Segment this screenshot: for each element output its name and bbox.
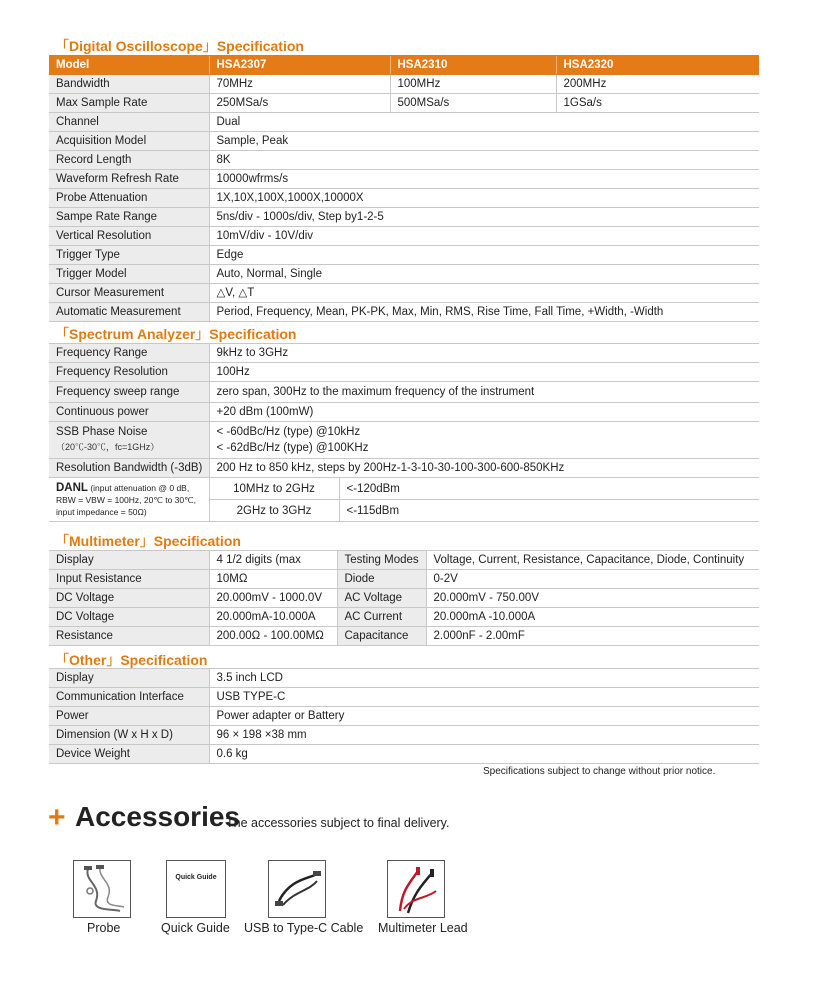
multimeter-section-title: 「Multimeter」Specification xyxy=(55,533,241,549)
row-value: 100Hz xyxy=(209,363,759,382)
ssb-label-cell xyxy=(49,422,209,459)
row-label: Power xyxy=(49,707,209,726)
row-value: 1X,10X,100X,1000X,10000X xyxy=(209,189,759,208)
danl-condition: (input attenuation @ 0 dB, RBW = VBW = 100Hz, 20℃ to 30℃, input impedance = 50Ω) xyxy=(56,482,197,517)
row-value: 20.000mA-10.000A xyxy=(209,608,337,627)
row-value: 10mV/div - 10V/div xyxy=(209,227,759,246)
table-row xyxy=(49,627,759,646)
row-value: Power adapter or Battery xyxy=(209,707,759,726)
row-value: 500MSa/s xyxy=(390,94,556,113)
table-row xyxy=(49,382,759,403)
row-label: Dimension (W x H x D) xyxy=(49,726,209,745)
accessories-title: Accessories xyxy=(75,801,241,832)
row-label: Cursor Measurement xyxy=(49,284,209,303)
probe-image xyxy=(73,860,131,918)
row-label: Probe Attenuation xyxy=(49,189,209,208)
row-value: 0.6 kg xyxy=(209,745,759,764)
other-spec-table xyxy=(49,668,759,764)
table-row xyxy=(49,707,759,726)
row-value: Period, Frequency, Mean, PK-PK, Max, Min, RMS, Rise Time, Fall Time, +Width, -Width xyxy=(209,303,759,322)
row-label: Communication Interface xyxy=(49,688,209,707)
table-row xyxy=(49,608,759,627)
row-label: Diode xyxy=(337,570,426,589)
row-label: Display xyxy=(49,551,209,570)
row-value: Edge xyxy=(209,246,759,265)
cable-icon xyxy=(269,861,325,917)
table-row xyxy=(49,303,759,322)
table-row xyxy=(49,726,759,745)
osc-header-row xyxy=(49,56,759,75)
row-label: AC Current xyxy=(337,608,426,627)
table-row xyxy=(49,422,759,459)
table-row xyxy=(49,478,759,500)
multimeter-lead-image xyxy=(387,860,445,918)
test-lead-icon xyxy=(388,861,444,917)
row-value: 10MΩ xyxy=(209,570,337,589)
row-label: Frequency Resolution xyxy=(49,363,209,382)
row-value: 20.000mV - 1000.0V xyxy=(209,589,337,608)
table-row xyxy=(49,459,759,478)
row-label: Bandwidth xyxy=(49,75,209,94)
row-value: 250MSa/s xyxy=(209,94,390,113)
row-value: 100MHz xyxy=(390,75,556,94)
row-value: 0-2V xyxy=(426,570,759,589)
row-value: +20 dBm (100mW) xyxy=(209,403,759,422)
row-label: Continuous power xyxy=(49,403,209,422)
row-value: 70MHz xyxy=(209,75,390,94)
table-row xyxy=(49,113,759,132)
header-cell: HSA2310 xyxy=(390,56,556,75)
table-row xyxy=(49,246,759,265)
row-value: 200.00Ω - 100.00MΩ xyxy=(209,627,337,646)
row-value: 8K xyxy=(209,151,759,170)
osc-section-title: 「Digital Oscilloscope」Specification xyxy=(55,38,304,54)
danl-label-cell xyxy=(49,478,209,522)
row-value: 1GSa/s xyxy=(556,94,759,113)
row-value: 2.000nF - 2.00mF xyxy=(426,627,759,646)
row-label: Testing Modes xyxy=(337,551,426,570)
row-label: Acquisition Model xyxy=(49,132,209,151)
row-value: 96 × 198 ×38 mm xyxy=(209,726,759,745)
row-value: Dual xyxy=(209,113,759,132)
table-row xyxy=(49,363,759,382)
table-row xyxy=(49,227,759,246)
table-row xyxy=(49,403,759,422)
danl-value-2: <-115dBm xyxy=(339,500,759,522)
spectrum-spec-table xyxy=(49,343,759,522)
row-label: AC Voltage xyxy=(337,589,426,608)
table-row xyxy=(49,745,759,764)
danl-range-1: 10MHz to 2GHz xyxy=(209,478,339,500)
row-value: 10000wfrms/s xyxy=(209,170,759,189)
other-section-title: 「Other」Specification xyxy=(55,652,208,668)
row-label: Frequency Range xyxy=(49,344,209,363)
ssb-label: SSB Phase Noise xyxy=(56,426,148,438)
table-row xyxy=(49,570,759,589)
table-row xyxy=(49,669,759,688)
row-label: Trigger Model xyxy=(49,265,209,284)
table-row xyxy=(49,551,759,570)
row-label: Resistance xyxy=(49,627,209,646)
row-value: Sample, Peak xyxy=(209,132,759,151)
row-value: 9kHz to 3GHz xyxy=(209,344,759,363)
row-value: Voltage, Current, Resistance, Capacitance, Diode, Continuity xyxy=(426,551,759,570)
header-cell: HSA2307 xyxy=(209,56,390,75)
row-label: DC Voltage xyxy=(49,608,209,627)
row-value: 5ns/div - 1000s/div, Step by1-2-5 xyxy=(209,208,759,227)
row-value: zero span, 300Hz to the maximum frequency of the instrument xyxy=(209,382,759,403)
probe-icon xyxy=(74,861,130,917)
row-value: 200MHz xyxy=(556,75,759,94)
table-row xyxy=(49,208,759,227)
row-label: Automatic Measurement xyxy=(49,303,209,322)
row-label: Vertical Resolution xyxy=(49,227,209,246)
table-row xyxy=(49,151,759,170)
row-label: Waveform Refresh Rate xyxy=(49,170,209,189)
ssb-condition: （20℃-30℃，fc=1GHz） xyxy=(56,442,160,452)
danl-range-2: 2GHz to 3GHz xyxy=(209,500,339,522)
row-value: △V, △T xyxy=(209,284,759,303)
ssb-value-cell xyxy=(209,422,759,459)
row-value: 20.000mV - 750.00V xyxy=(426,589,759,608)
row-label: DC Voltage xyxy=(49,589,209,608)
row-label: Record Length xyxy=(49,151,209,170)
header-cell: Model xyxy=(49,56,209,75)
accessories-subtitle: The accessories subject to final delivery. xyxy=(226,816,450,830)
accessory-label-quick-guide: Quick Guide xyxy=(161,921,230,935)
accessory-label-probe: Probe xyxy=(87,921,121,935)
osc-spec-table xyxy=(49,55,759,322)
row-label: Max Sample Rate xyxy=(49,94,209,113)
table-row xyxy=(49,589,759,608)
table-row xyxy=(49,132,759,151)
row-label: Input Resistance xyxy=(49,570,209,589)
row-value: USB TYPE-C xyxy=(209,688,759,707)
row-value: 200 Hz to 850 kHz, steps by 200Hz-1-3-10-30-100-300-600-850KHz xyxy=(209,459,759,478)
quick-guide-cover-text: Quick Guide xyxy=(175,874,217,881)
multimeter-spec-table xyxy=(49,550,759,646)
accessory-label-usb-cable: USB to Type-C Cable xyxy=(244,921,364,935)
table-row xyxy=(49,75,759,94)
table-row xyxy=(49,94,759,113)
row-label: Display xyxy=(49,669,209,688)
table-row xyxy=(49,189,759,208)
row-label: Capacitance xyxy=(337,627,426,646)
table-row xyxy=(49,344,759,363)
row-value: 20.000mA -10.000A xyxy=(426,608,759,627)
ssb-value-2: < -62dBc/Hz (type) @100KHz xyxy=(216,442,369,454)
ssb-value-1: < -60dBc/Hz (type) @10kHz xyxy=(216,426,361,438)
row-label: Trigger Type xyxy=(49,246,209,265)
usb-cable-image xyxy=(268,860,326,918)
row-value: 4 1/2 digits (max xyxy=(209,551,337,570)
spec-change-notice: Specifications subject to change without prior notice. xyxy=(483,766,716,777)
row-label: Frequency sweep range xyxy=(49,382,209,403)
table-row xyxy=(49,284,759,303)
header-cell: HSA2320 xyxy=(556,56,759,75)
row-value: Auto, Normal, Single xyxy=(209,265,759,284)
quick-guide-image xyxy=(166,860,226,918)
table-row xyxy=(49,688,759,707)
row-label: Sampe Rate Range xyxy=(49,208,209,227)
table-row xyxy=(49,170,759,189)
row-value: 3.5 inch LCD xyxy=(209,669,759,688)
spectrum-section-title: 「Spectrum Analyzer」Specification xyxy=(55,326,297,342)
danl-value-1: <-120dBm xyxy=(339,478,759,500)
row-label: Channel xyxy=(49,113,209,132)
accessory-label-multimeter-lead: Multimeter Lead xyxy=(378,921,468,935)
row-label: Resolution Bandwidth (-3dB) xyxy=(49,459,209,478)
plus-icon: + xyxy=(48,801,66,834)
table-row xyxy=(49,265,759,284)
row-label: Device Weight xyxy=(49,745,209,764)
danl-label: DANL xyxy=(56,481,88,494)
